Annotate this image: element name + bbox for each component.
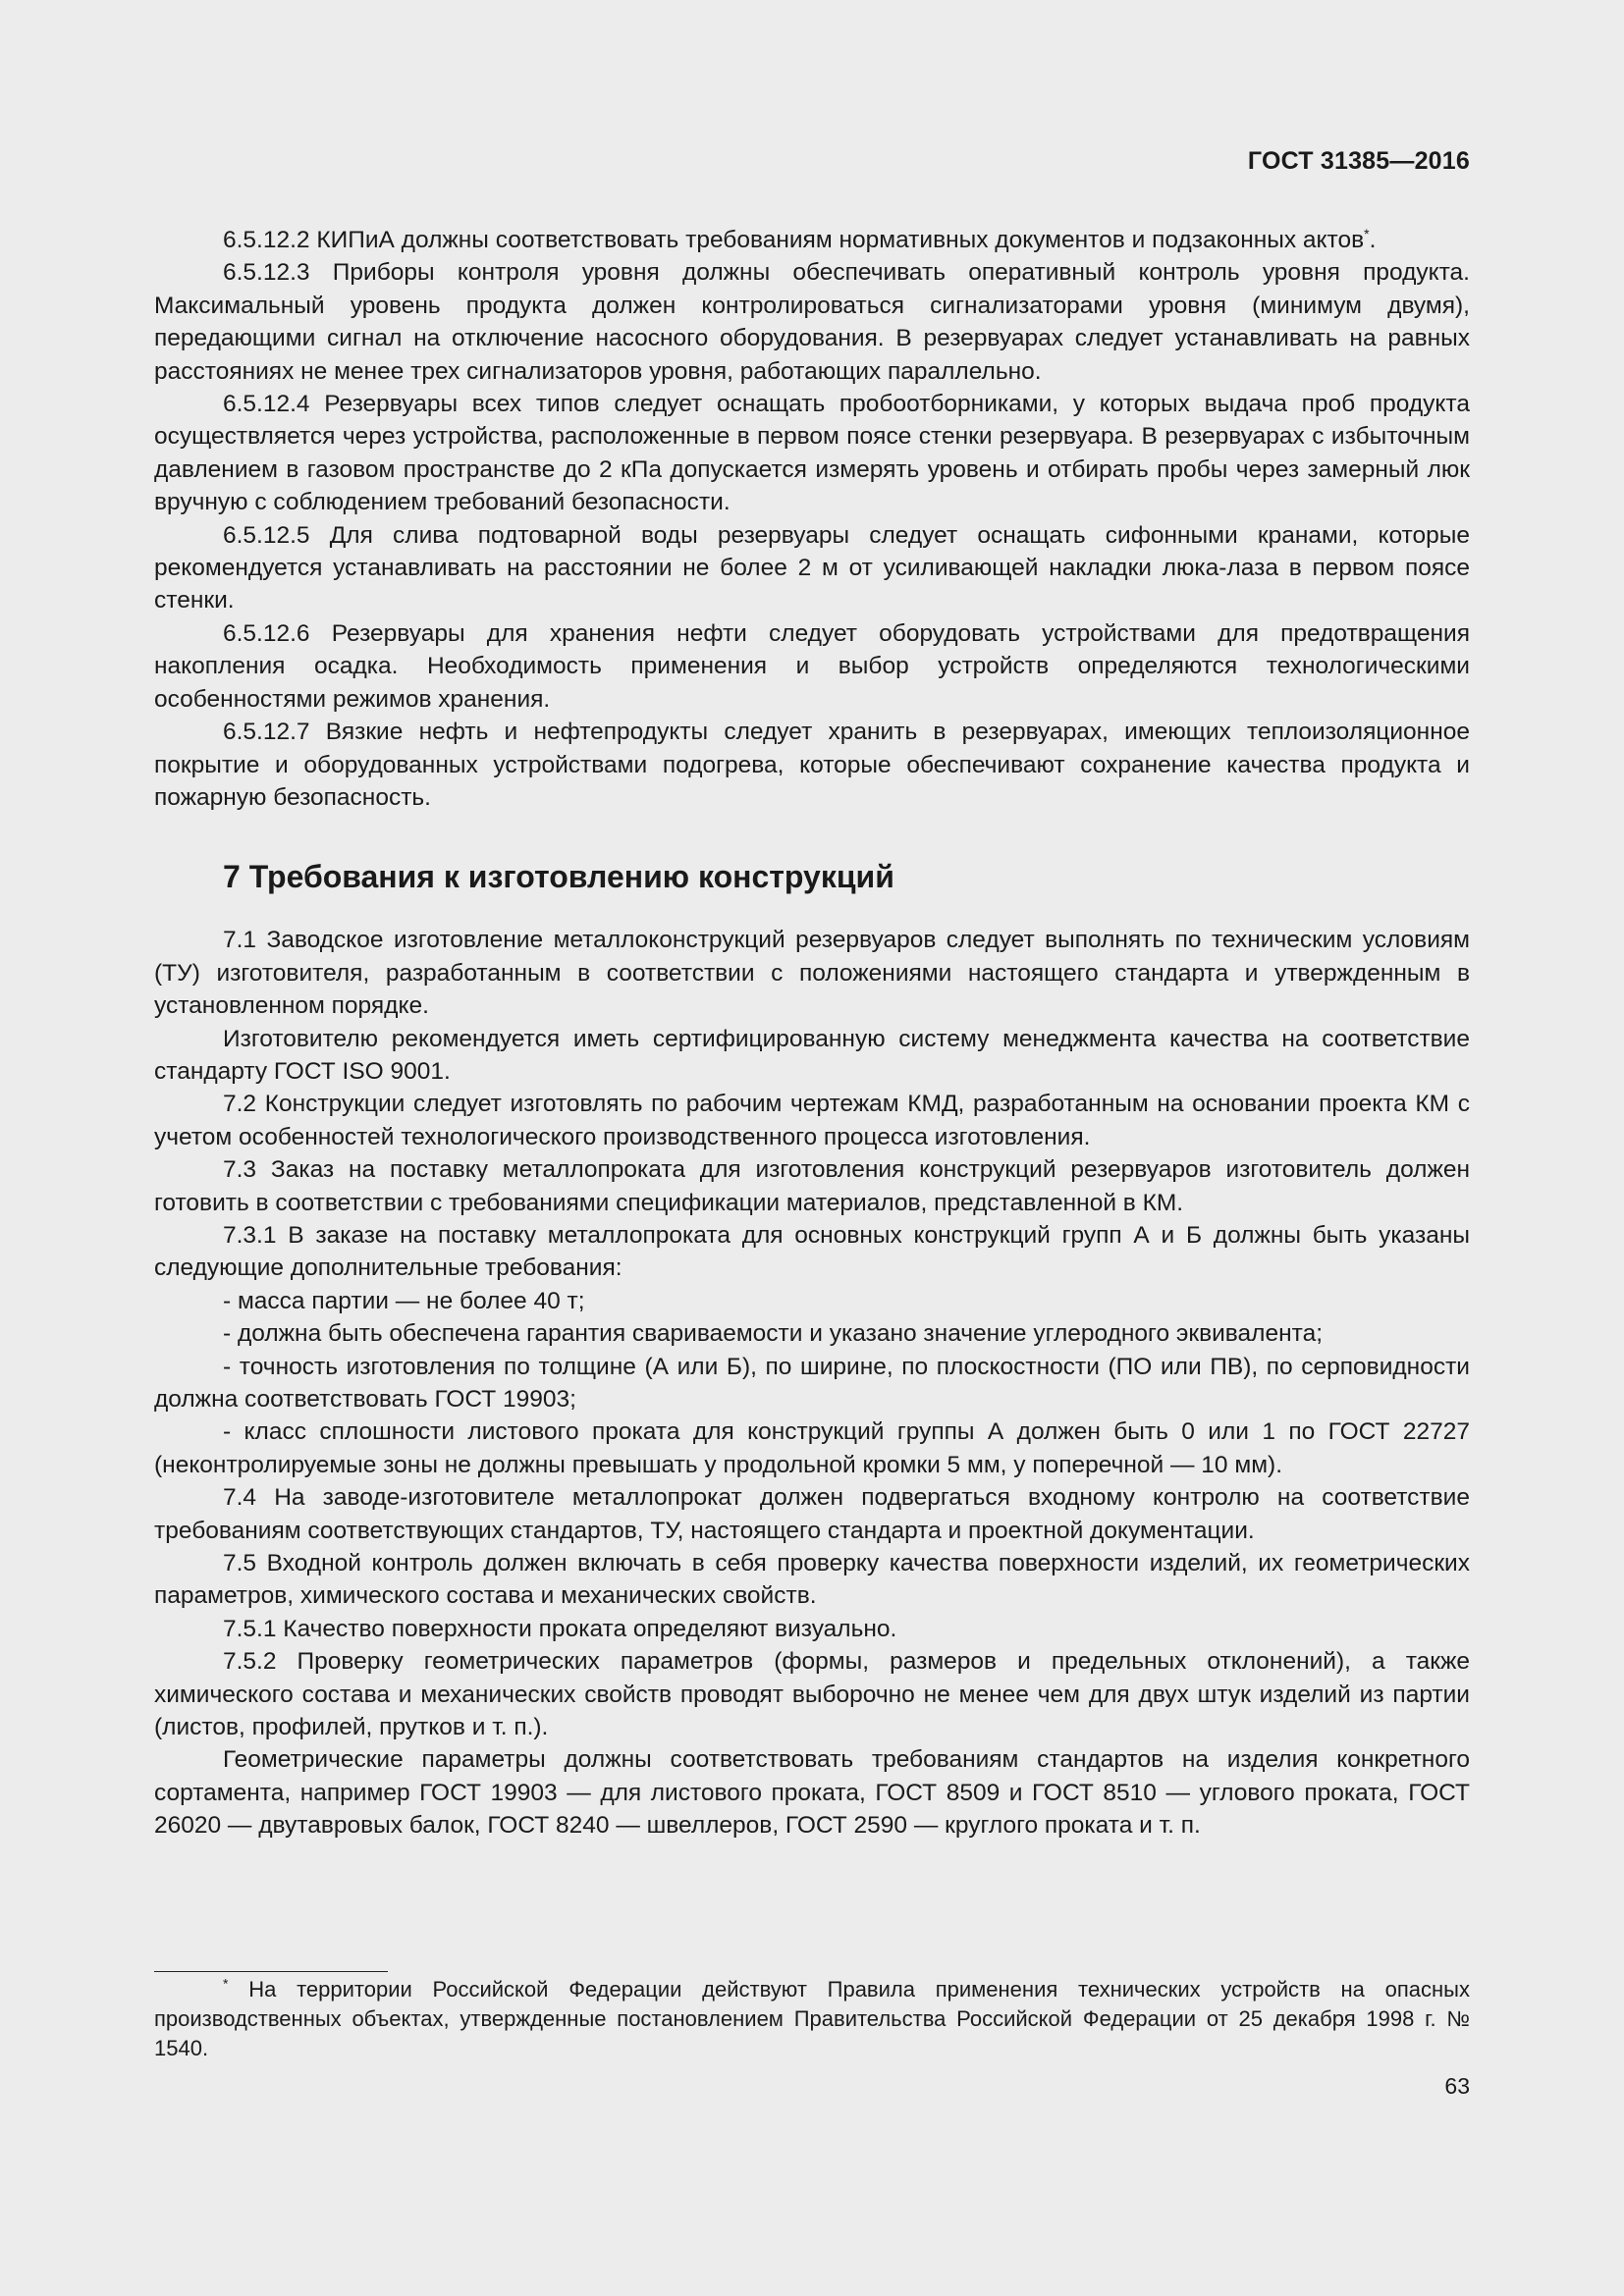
paragraph-7-4: 7.4 На заводе-изготовителе металлопрокат должен подвергаться входному контролю на соответствие требованиям соответствующих стандартов, ТУ, настоящего стандарта и проектной документации. [154, 1484, 1470, 1544]
paragraph-7-5-2-note: Геометрические параметры должны соответствовать требованиям стандартов на изделия конкретного сортамента, например ГОСТ 19903 — для листового проката, ГОСТ 8509 и ГОСТ 8510 — углового проката, ГОСТ 26020 — двутавровых балок, ГОСТ 8240 — швеллеров, ГОСТ 2590 — круглого проката и т. п. [154, 1746, 1470, 1840]
section-7-title: 7 Требования к изготовлению конструкций [223, 859, 894, 895]
footnote-mark: * [223, 1975, 229, 1992]
paragraph-6-5-12-2 [154, 224, 1470, 256]
paragraph-tail: . [1369, 227, 1377, 253]
paragraph-7-5: 7.5 Входной контроль должен включать в себя проверку качества поверхности изделий, их геометрических параметров, химического состава и механических свойств. [154, 1550, 1470, 1610]
paragraph-6-5-12-6: 6.5.12.6 Резервуары для хранения нефти следует оборудовать устройствами для предотвращения накопления осадка. Необходимость применения и выбор устройств определяются технологическими особенностями режимов хранения. [154, 619, 1470, 713]
paragraph-7-1: 7.1 Заводское изготовление металлоконструкций резервуаров следует выполнять по техническим условиям (ТУ) изготовителя, разработанным в соответствии с положениями настоящего стандарта и утвержденным в установленном порядке. [154, 927, 1470, 1020]
paragraph-6-5-12-3: 6.5.12.3 Приборы контроля уровня должны обеспечивать оперативный контроль уровня продукта. Максимальный уровень продукта должен контролироваться сигнализаторами уровня (минимум двумя), передающими сигнал на отключение насосного оборудования. В резервуарах следует устанавливать на равных расстояниях не менее трех сигнализаторов уровня, работающих параллельно. [154, 259, 1470, 385]
paragraph-7-5-2: 7.5.2 Проверку геометрических параметров (формы, размеров и предельных отклонений), а также химического состава и механических свойств проводят выборочно не менее чем для двух штук изделий из партии (листов, профилей, прутков и т. п.). [154, 1648, 1470, 1741]
footnote-ref: * [1364, 225, 1370, 241]
list-item: - должна быть обеспечена гарантия свариваемости и указано значение углеродного эквивалента; [223, 1320, 1324, 1348]
footnote-divider [154, 1971, 388, 1972]
footnote-text [154, 1975, 1470, 2063]
paragraph-7-2: 7.2 Конструкции следует изготовлять по рабочим чертежам КМД, разработанным на основании проекта КМ с учетом особенностей технологического производственного процесса изготовления. [154, 1091, 1470, 1150]
paragraph-7-3: 7.3 Заказ на поставку металлопроката для изготовления конструкций резервуаров изготовитель должен готовить в соответствии с требованиями спецификации материалов, представленной в КМ. [154, 1156, 1470, 1216]
list-item: - класс сплошности листового проката для конструкций группы А должен быть 0 или 1 по ГОСТ 22727 (неконтролируемые зоны не должны превышать у продольной кромки 5 мм, у поперечной — 10 мм). [154, 1418, 1470, 1478]
list-item: - масса партии — не более 40 т; [223, 1287, 585, 1314]
list-item: - точность изготовления по толщине (А или Б), по ширине, по плоскостности (ПО или ПВ), по серповидности должна соответствовать ГОСТ 19903; [154, 1353, 1470, 1413]
main-text [154, 224, 1470, 1842]
paragraph-7-5-1: 7.5.1 Качество поверхности проката определяют визуально. [223, 1615, 897, 1642]
footnote [154, 1975, 1470, 2063]
footnote-body: На территории Российской Федерации действуют Правила применения технических устройств на опасных производственных объектах, утвержденные постановлением Правительства Российской Федерации от 25 декабря 1998 г. № 1540. [154, 1977, 1470, 2060]
paragraph-6-5-12-4: 6.5.12.4 Резервуары всех типов следует оснащать пробоотборниками, у которых выдача проб продукта осуществляется через устройства, расположенные в первом поясе стенки резервуара. В резервуарах с избыточным давлением в газовом пространстве до 2 кПа допускается измерять уровень и отбирать пробы через замерный люк вручную с соблюдением требований безопасности. [154, 391, 1470, 516]
page-number: 63 [1444, 2073, 1470, 2099]
paragraph-6-5-12-7: 6.5.12.7 Вязкие нефть и нефтепродукты следует хранить в резервуарах, имеющих теплоизоляционное покрытие и оборудованных устройствами подогрева, которые обеспечивают сохранение качества продукта и пожарную безопасность. [154, 719, 1470, 811]
paragraph-7-3-1: 7.3.1 В заказе на поставку металлопроката для основных конструкций групп А и Б должны быть указаны следующие дополнительные требования: [154, 1221, 1470, 1282]
paragraph-text: 6.5.12.2 КИПиА должны соответствовать требованиям нормативных документов и подзаконных актов [223, 227, 1365, 253]
document-code-header: ГОСТ 31385—2016 [1247, 147, 1470, 175]
paragraph-6-5-12-5: 6.5.12.5 Для слива подтоварной воды резервуары следует оснащать сифонными кранами, которые рекомендуется устанавливать на расстоянии не более 2 м от усиливающей накладки люка-лаза в первом поясе стенки. [154, 521, 1470, 614]
paragraph-7-1-note: Изготовителю рекомендуется иметь сертифицированную систему менеджмента качества на соответствие стандарту ГОСТ ISO 9001. [154, 1025, 1470, 1085]
